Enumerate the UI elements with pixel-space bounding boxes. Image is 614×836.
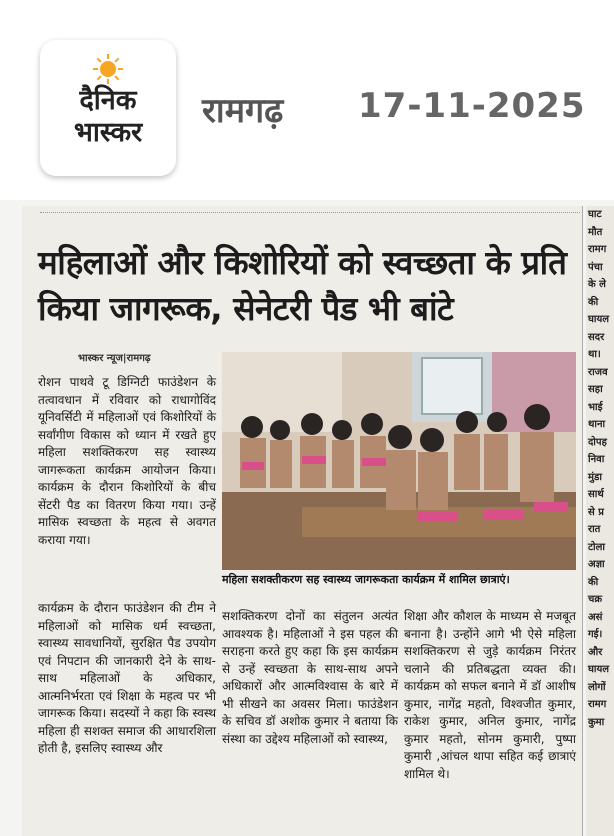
edition-city: रामगढ़ — [202, 91, 284, 131]
strip-fragment: घाट — [588, 209, 602, 220]
edition-date: 17-11-2025 — [358, 86, 586, 126]
strip-fragment: असं — [588, 611, 603, 623]
strip-fragment: घायल — [588, 664, 610, 675]
strip-fragment: अज्ञा — [588, 559, 605, 570]
strip-fragment: चक्र — [588, 594, 603, 605]
top-divider — [40, 212, 580, 217]
article-byline: भास्कर न्यूज|रामगढ़ — [78, 353, 151, 364]
article-photo — [222, 352, 576, 570]
logo-text-line1: दैनिक — [79, 85, 137, 116]
strip-fragment: से प्र — [588, 506, 604, 518]
strip-fragment: था। — [588, 349, 601, 360]
app-header — [0, 0, 614, 200]
strip-fragment: के ले — [588, 279, 606, 290]
column-divider — [582, 206, 583, 836]
article-headline: महिलाओं और किशोरियों को स्वच्छता के प्रति किया जागरूक, सेनेटरी पैड भी बांटे — [38, 243, 567, 328]
strip-fragment: कुमा — [588, 716, 605, 728]
strip-fragment: पंचा — [588, 261, 603, 273]
paragraph: कार्यक्रम के दौरान फाउंडेशन की टीम ने महिलाओं को मासिक धर्म स्वच्छता, स्वास्थ्य सावधानियों, सुरक्षित पैड उपयोग एवं निपटान की जानकारी देने के साथ-साथ महिलाओं के अधिकार, आत्मनिर्भरता एवं शिक्षा के महत्व पर भी जागरूक किया। सदस्यों ने कहा कि स्वस्थ महिला ही सशक्त समाज की आधारशिला होती है, इसलिए स्वास्थ्य और — [38, 601, 216, 755]
strip-fragment: रामग — [588, 699, 607, 710]
photo-caption: महिला सशक्तीकरण सह स्वास्थ्य जागरूकता कार्यक्रम में शामिल छात्राएं। — [222, 573, 510, 586]
article-column-2 — [222, 608, 398, 748]
strip-fragment: निवा — [588, 454, 605, 465]
strip-fragment: टोला — [588, 541, 605, 553]
strip-fragment: सहा — [588, 384, 603, 395]
article-column-1a — [38, 374, 216, 549]
article-column-1b — [38, 600, 216, 758]
strip-fragment: रात — [588, 524, 601, 535]
strip-fragment: की — [588, 576, 599, 588]
strip-fragment: और — [588, 646, 603, 658]
strip-fragment: मुंडा — [588, 471, 602, 483]
classroom-photo — [222, 352, 576, 570]
article-column-3 — [404, 608, 576, 783]
strip-fragment: लोगों — [588, 681, 606, 693]
paragraph: सशक्तिकरण दोनों का संतुलन अत्यंत आवश्यक है। महिलाओं ने इस पहल की सराहना करते हुए कहा कि इस कार्यक्रम से उन्हें स्वच्छता के साथ-साथ अपने अधिकारों और आत्मविश्वास के बारे में भी सीखने का अवसर मिला। फाउंडेशन के सचिव डॉ अशोक कुमार ने बताया कि संस्था का उद्देश्य महिलाओं को स्वास्थ्य, — [222, 609, 398, 746]
strip-fragment: राजव — [588, 366, 608, 378]
dainik-bhaskar-logo[interactable] — [40, 40, 176, 176]
strip-fragment: घायल — [588, 314, 610, 325]
paragraph: रोशन पाथवे टू डिग्निटी फाउंडेशन के तत्वावधान में रविवार को राधागोविंद यूनिवर्सिटी में महिलाओं एवं किशोरियों के सर्वांगीण विकास को ध्यान में रखते हुए महिला सशक्तिकरण सह स्वास्थ्य जागरूकता कार्यक्रम आयोजन किया। कार्यक्रम के दौरान किशोरियों के बीच सेंटरी पैड का वितरण किया गया। उन्हें मासिक स्वच्छता के महत्व से अवगत कराया गया। — [38, 375, 216, 547]
paragraph: शिक्षा और कौशल के माध्यम से मजबूत बनाना है। उन्होंने आगे भी ऐसे महिला सशक्तिकरण से जुड़े कार्यक्रम निरंतर चलाने की प्रतिबद्धता व्यक्त की। कार्यक्रम को सफल बनाने में डॉ आशीष कुमार, नागेंद्र महतो, विश्वजीत कुमार, राकेश कुमार, अनिल कुमार, नागेंद्र कुमार महतो, सोनम कुमारी, पुष्पा कुमारी ,आंचल थापा सहित कई छात्राएं शामिल थे। — [404, 609, 576, 781]
sun-icon — [93, 54, 123, 84]
strip-fragment: सदर — [588, 331, 605, 343]
strip-fragment: थाना — [588, 419, 606, 430]
strip-fragment: की — [588, 296, 599, 308]
strip-fragment: भाई — [588, 401, 603, 413]
logo-text-line2: भास्कर — [73, 117, 143, 148]
strip-fragment: दोपह — [588, 436, 607, 448]
adjacent-article-strip — [586, 206, 614, 836]
strip-fragment: मौत — [588, 226, 603, 238]
strip-fragment: गई। — [588, 629, 603, 640]
strip-fragment: रामग — [588, 244, 607, 255]
strip-fragment: सार्थ — [588, 489, 604, 500]
